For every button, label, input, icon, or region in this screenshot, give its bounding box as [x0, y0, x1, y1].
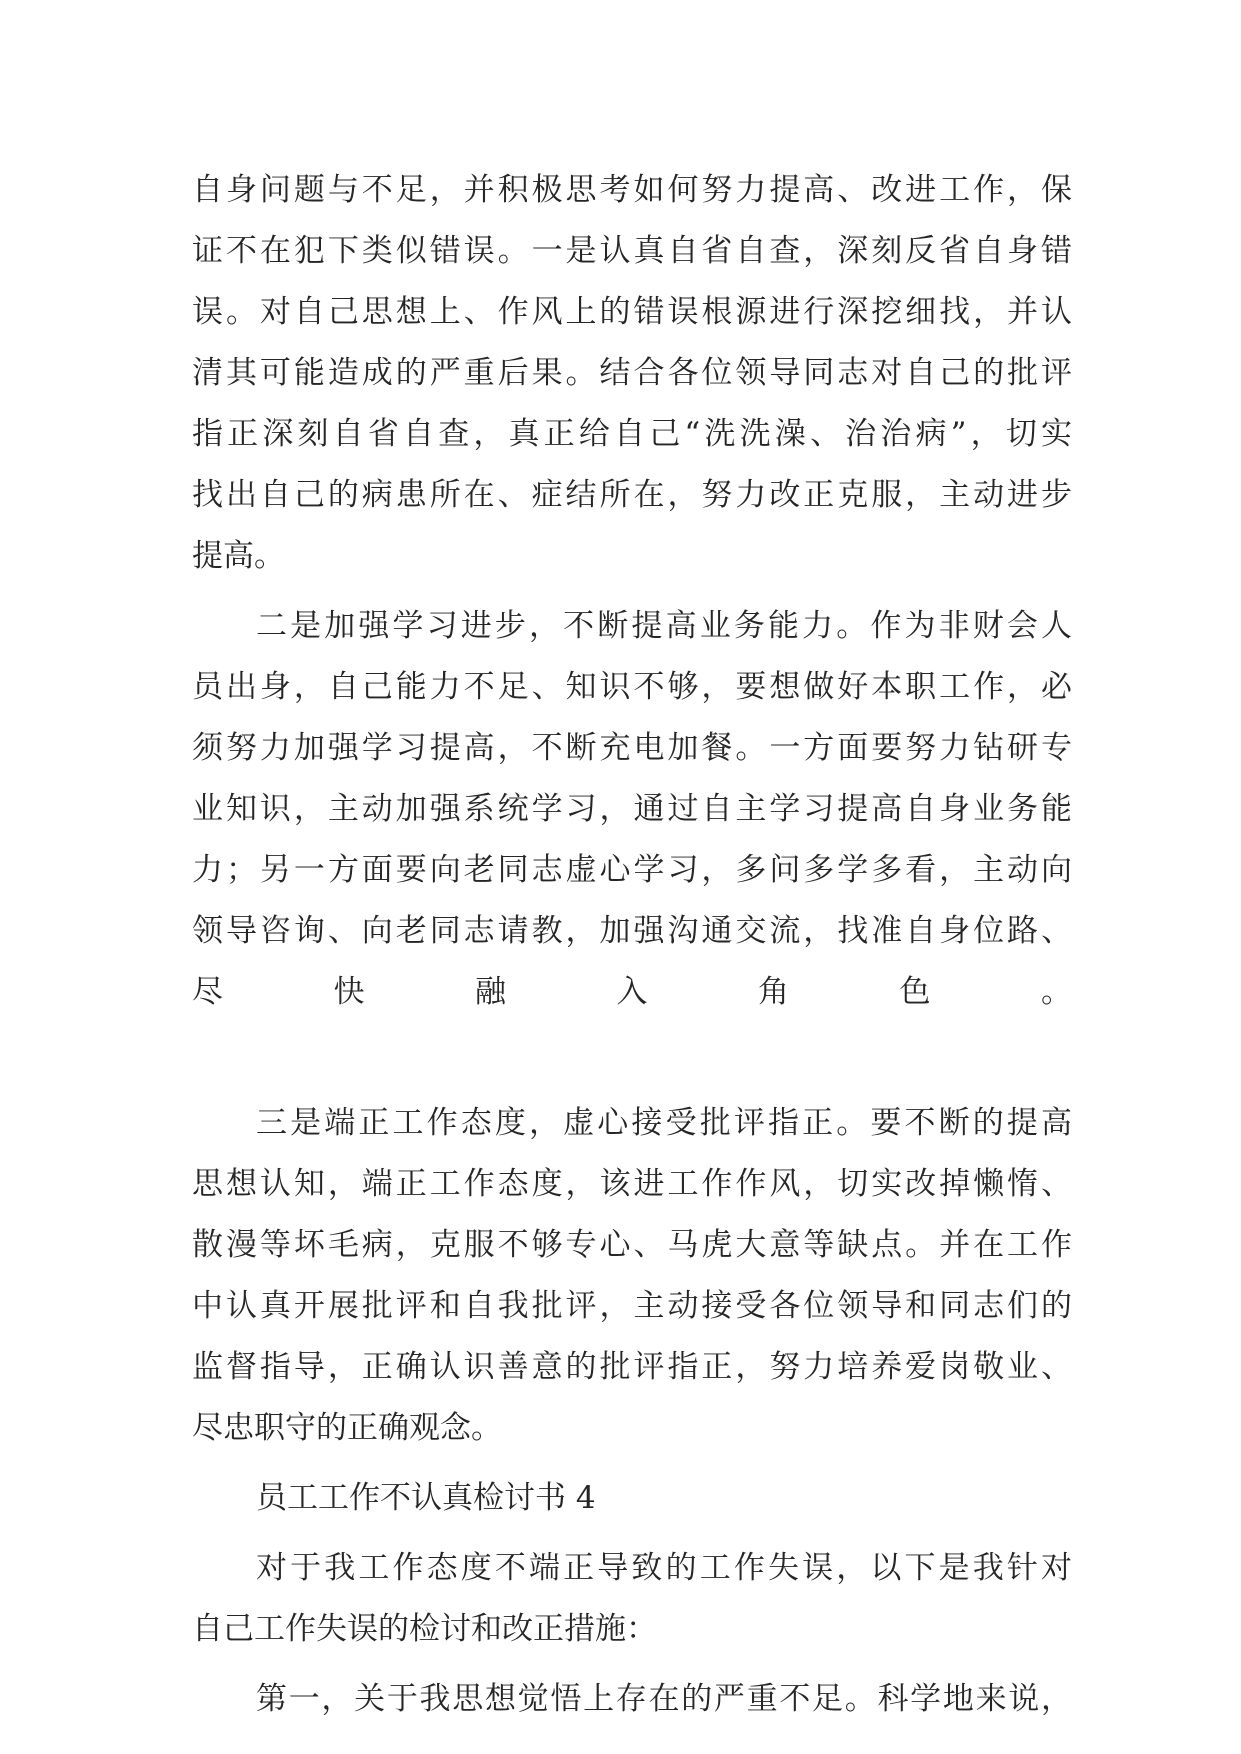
- heading-text: 员工工作不认真检讨书 4: [256, 1480, 596, 1516]
- text-line: 第一，关于我思想觉悟上存在的严重不足。科学地来说，: [256, 1681, 1072, 1717]
- text-line: 散漫等坏毛病，克服不够专心、马虎大意等缺点。并在工作: [192, 1227, 1072, 1263]
- text-line: 清其可能造成的严重后果。结合各位领导同志对自己的批评: [192, 355, 1072, 391]
- text-line: 领导咨询、向老同志请教，加强沟通交流，找准自身位路、: [192, 913, 1072, 949]
- text-line: 二是加强学习进步，不断提高业务能力。作为非财会人: [256, 608, 1072, 644]
- text-line: 尽快融入角色。: [192, 974, 1072, 1010]
- text-line: 自身问题与不足，并积极思考如何努力提高、改进工作，保: [192, 172, 1072, 208]
- paragraph: [192, 1538, 1072, 1660]
- section-heading: [192, 1468, 1072, 1529]
- text-line: 须努力加强学习提高，不断充电加餐。一方面要努力钻研专: [192, 730, 1072, 766]
- text-line: 对于我工作态度不端正导致的工作失误，以下是我针对: [256, 1550, 1072, 1586]
- text-line: 力；另一方面要向老同志虚心学习，多问多学多看，主动向: [192, 852, 1072, 888]
- text-line: 尽忠职守的正确观念。: [192, 1410, 502, 1446]
- text-line: 提高。: [192, 538, 285, 574]
- text-line: 证不在犯下类似错误。一是认真自省自查，深刻反省自身错: [192, 233, 1072, 269]
- text-line: [192, 1023, 1072, 1084]
- text-line: 指正深刻自省自查，真正给自己“洗洗澡、治治病”，切实: [192, 416, 1072, 452]
- text-line: 自己工作失误的检讨和改正措施：: [192, 1611, 657, 1647]
- document-body: [192, 160, 1072, 1730]
- paragraph: [192, 1093, 1072, 1459]
- paragraph: [192, 160, 1072, 587]
- text-line: 误。对自己思想上、作风上的错误根源进行深挖细找，并认: [192, 294, 1072, 330]
- text-line: 三是端正工作态度，虚心接受批评指正。要不断的提高: [256, 1105, 1072, 1141]
- paragraph: [192, 1669, 1072, 1730]
- text-line: 监督指导，正确认识善意的批评指正，努力培养爱岗敬业、: [192, 1349, 1072, 1385]
- text-line: 找出自己的病患所在、症结所在，努力改正克服，主动进步: [192, 477, 1072, 513]
- paragraph: [192, 596, 1072, 1084]
- text-line: 员出身，自己能力不足、知识不够，要想做好本职工作，必: [192, 669, 1072, 705]
- text-line: 思想认知，端正工作态度，该进工作作风，切实改掉懒惰、: [192, 1166, 1072, 1202]
- text-line: 中认真开展批评和自我批评，主动接受各位领导和同志们的: [192, 1288, 1072, 1324]
- text-line: 业知识，主动加强系统学习，通过自主学习提高自身业务能: [192, 791, 1072, 827]
